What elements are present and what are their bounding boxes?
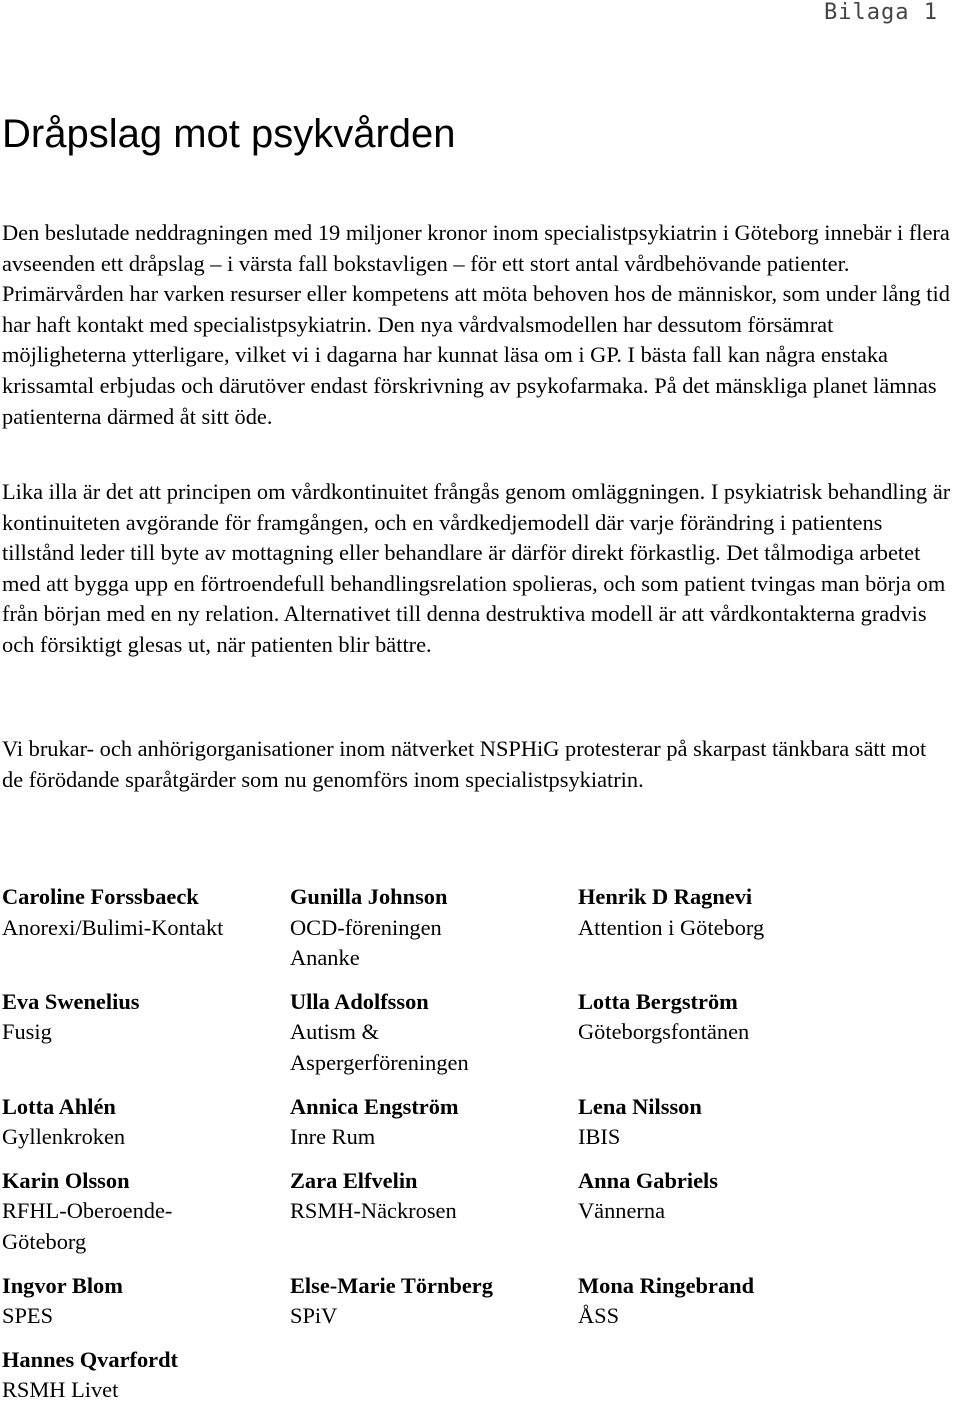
signatory xyxy=(2,1166,290,1258)
signatory-name: Gunilla Johnson xyxy=(290,884,448,909)
signatory-organization: Fusig xyxy=(2,1019,52,1045)
signatory-name: Lotta Ahlén xyxy=(2,1093,116,1119)
signatory-name: Ingvor Blom xyxy=(2,1272,123,1298)
signatory-name: Zara Elfvelin xyxy=(290,1167,418,1193)
signatory-organization: Anorexi/Bulimi-Kontakt xyxy=(2,914,224,940)
signatory xyxy=(2,1345,290,1406)
signatory-name: Anna Gabriels xyxy=(578,1167,718,1193)
signatory-organization: Inre Rum xyxy=(290,1124,376,1150)
signatory-organization: RSMH-Näckrosen xyxy=(290,1198,457,1224)
signatory-organization: OCD-föreningen Ananke xyxy=(290,914,442,971)
paragraph-3: Vi brukar- och anhörigorganisationer inom nätverket NSPHiG protesterar på skarpast tänkbara sätt mot de förödande sparåtgärder som nu genomförs inom specialistpsykiatrin. xyxy=(2,736,927,792)
signatory xyxy=(290,1271,578,1332)
signatory-name: Eva Swenelius xyxy=(2,988,140,1014)
signatory xyxy=(578,1166,866,1258)
page-title: Dråpslag mot psykvården xyxy=(2,112,456,156)
signatory-name: Lotta Bergström xyxy=(578,988,738,1014)
paragraph-1: Den beslutade neddragningen med 19 miljoner kronor inom specialistpsykiatrin i Göteborg innebär i flera avseenden ett dråpslag – i värsta fall bokstavligen – för ett stort antal vårdbehövande patienter. Primärvården har varken resurser eller kompetens att möta behoven hos de människor, som under lång tid har haft kontakt med specialistpsykiatrin. Den nya vårdvalsmodellen har dessutom försämrat möjligheterna ytterligare, vilket vi i dagarna har kunnat läsa om i GP. I bästa fall kan några enstaka krissamtal erbjudas och därutöver endast förskrivning av psykofarmaka. På det mänskliga planet lämnas patienterna därmed åt sitt öde. xyxy=(2,220,950,429)
signatory-organization: RFHL-Oberoende-Göteborg xyxy=(2,1198,173,1254)
signatory xyxy=(578,882,866,974)
signatory-organization: Autism & Aspergerföreningen xyxy=(290,1019,469,1075)
signatory xyxy=(578,1271,866,1332)
signatory-name: Annica Engström xyxy=(290,1093,459,1119)
signatory xyxy=(2,1271,290,1332)
signatory-organization: Göteborgsfontänen xyxy=(578,1019,750,1045)
signatory-name: Lena Nilsson xyxy=(578,1093,702,1119)
signatory-organization: ÅSS xyxy=(578,1303,620,1329)
paragraph-2: Lika illa är det att principen om vårdkontinuitet frångås genom omläggningen. I psykiatrisk behandling är kontinuiteten avgörande för framgången, och en vårdkedjemodell där varje förändring i patientens tillstånd leder till byte av mottagning eller behandlare är därför direkt förkastlig. Det tålmodiga arbetet med att bygga upp en förtroendefull behandlingsrelation spolieras, och som patient tvingas man börja om från början med en ny relation. Alternativet till denna destruktiva modell är att vårdkontakterna gradvis och försiktigt glesas ut, när patienten blir bättre. xyxy=(2,479,951,657)
signatory-name: Ulla Adolfsson xyxy=(290,988,429,1014)
signatory xyxy=(2,882,290,974)
signatory-row xyxy=(2,987,952,1079)
signatory-organization: RSMH Livet xyxy=(2,1377,119,1403)
signatory-organization: SPiV xyxy=(290,1303,338,1329)
signatory-name: Henrik D Ragnevi xyxy=(578,884,753,909)
signatory-row xyxy=(2,1345,952,1406)
signatory-organization: IBIS xyxy=(578,1124,621,1150)
signatory-name: Karin Olsson xyxy=(2,1167,130,1193)
signatory-organization: Vännerna xyxy=(578,1198,666,1224)
signatory xyxy=(578,1092,866,1153)
signatory-organization: Gyllenkroken xyxy=(2,1124,126,1150)
signatory-row xyxy=(2,1092,952,1153)
signatories-list xyxy=(2,882,952,1419)
signatory-row xyxy=(2,1271,952,1332)
signatory-name: Mona Ringebrand xyxy=(578,1272,755,1298)
signatory xyxy=(290,882,578,974)
signatory xyxy=(2,987,290,1079)
signatory xyxy=(2,1092,290,1153)
signatory-name: Caroline Forssbaeck xyxy=(2,884,199,909)
signatory-organization: SPES xyxy=(2,1303,54,1329)
signatory-row xyxy=(2,882,952,974)
signatory xyxy=(290,987,578,1079)
signatory-row xyxy=(2,1166,952,1258)
signatory-name: Hannes Qvarfordt xyxy=(2,1346,179,1372)
signatory-name: Else-Marie Törnberg xyxy=(290,1272,493,1298)
page-label: Bilaga 1 xyxy=(824,0,938,25)
signatory xyxy=(290,1166,578,1258)
signatory xyxy=(578,987,866,1079)
signatory-organization: Attention i Göteborg xyxy=(578,914,765,940)
signatory xyxy=(290,1092,578,1153)
